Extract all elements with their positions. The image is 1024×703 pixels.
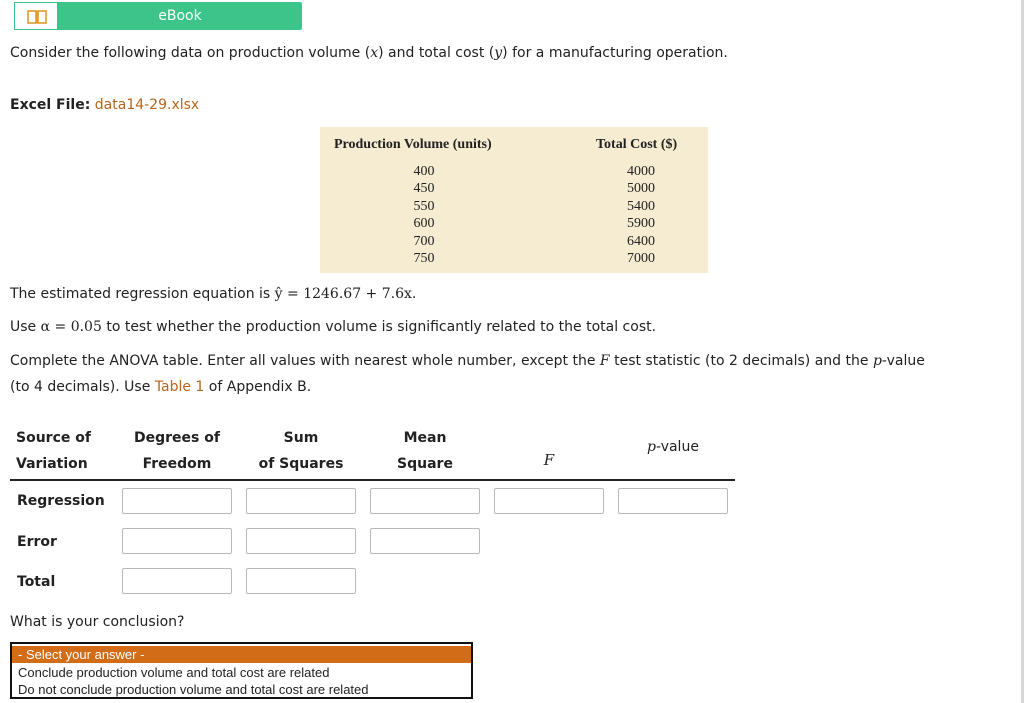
table-1-link[interactable]: Table 1 — [154, 379, 205, 395]
excel-file-link[interactable]: data14-29.xlsx — [94, 97, 200, 113]
option-conclude-related[interactable]: Conclude production volume and total cost are related — [18, 665, 330, 680]
regression-f-input[interactable] — [494, 488, 604, 514]
regression-ss-input[interactable] — [246, 488, 356, 514]
option-do-not-conclude-related[interactable]: Do not conclude production volume and total cost are related — [18, 682, 369, 697]
header-degrees-of-freedom: Degrees of Freedom — [134, 430, 220, 472]
header-p-value: p-value — [647, 439, 699, 455]
instructions-line-1: Complete the ANOVA table. Enter all values with nearest whole number, except the F test statistic (to 2 decimals) and the p-value — [10, 353, 925, 369]
regression-equation: ŷ = 1246.67 + 7.6x — [274, 286, 412, 302]
row-label-total: Total — [17, 574, 56, 590]
conclusion-question: What is your conclusion? — [10, 614, 185, 630]
ebook-label[interactable]: eBook — [158, 8, 202, 24]
ebook-icon-box[interactable] — [14, 2, 58, 30]
total-cost-header: Total Cost ($) — [596, 137, 678, 152]
error-ms-input[interactable] — [370, 528, 480, 554]
regression-ms-input[interactable] — [370, 488, 480, 514]
excel-file-line — [10, 97, 199, 113]
production-volume-column — [402, 163, 446, 267]
regression-df-input[interactable] — [122, 488, 232, 514]
header-sum-of-squares: Sum of Squares — [258, 430, 344, 472]
total-cost-value: 5900 — [627, 216, 655, 232]
ebook-tab[interactable] — [14, 2, 302, 30]
intro-text: Consider the following data on production volume (x) and total cost (y) for a manufacturing operation. — [10, 45, 728, 61]
row-label-regression: Regression — [17, 493, 105, 509]
header-source-of-variation: Source of Variation — [16, 430, 91, 472]
production-volume-value: 400 — [413, 164, 435, 179]
total-cost-value: 4000 — [627, 164, 655, 179]
regression-p-value-input[interactable] — [618, 488, 728, 514]
instructions-line-2: (to 4 decimals). Use Table 1 of Appendix B. — [10, 379, 312, 395]
header-rule — [10, 479, 735, 481]
production-volume-value: 700 — [413, 233, 435, 249]
total-df-input[interactable] — [122, 568, 232, 594]
production-volume-header: Production Volume (units) — [334, 137, 492, 152]
header-mean-square: Mean Square — [397, 430, 453, 472]
header-f: F — [543, 451, 555, 469]
total-ss-input[interactable] — [246, 568, 356, 594]
error-df-input[interactable] — [122, 528, 232, 554]
regression-equation-line: The estimated regression equation is ŷ = 1246.67 + 7.6x. — [10, 286, 417, 302]
alpha-line: Use α = 0.05 to test whether the production volume is significantly related to the total cost. — [10, 319, 657, 335]
total-cost-value: 5000 — [627, 181, 655, 197]
excel-file-label: Excel File: — [10, 97, 91, 113]
error-ss-input[interactable] — [246, 528, 356, 554]
row-label-error: Error — [17, 534, 57, 550]
total-cost-value: 7000 — [627, 251, 655, 267]
total-cost-column — [618, 163, 664, 267]
production-volume-value: 450 — [413, 181, 435, 197]
option-select-your-answer[interactable]: - Select your answer - — [12, 646, 471, 663]
data-table-panel — [320, 127, 708, 273]
total-cost-value: 5400 — [627, 198, 655, 214]
alpha-value: α = 0.05 — [40, 319, 102, 335]
production-volume-value: 600 — [413, 216, 435, 232]
conclusion-select[interactable] — [10, 642, 473, 699]
production-volume-value: 550 — [413, 198, 435, 214]
production-volume-value: 750 — [413, 251, 435, 267]
total-cost-value: 6400 — [627, 233, 655, 249]
book-icon — [27, 9, 47, 25]
